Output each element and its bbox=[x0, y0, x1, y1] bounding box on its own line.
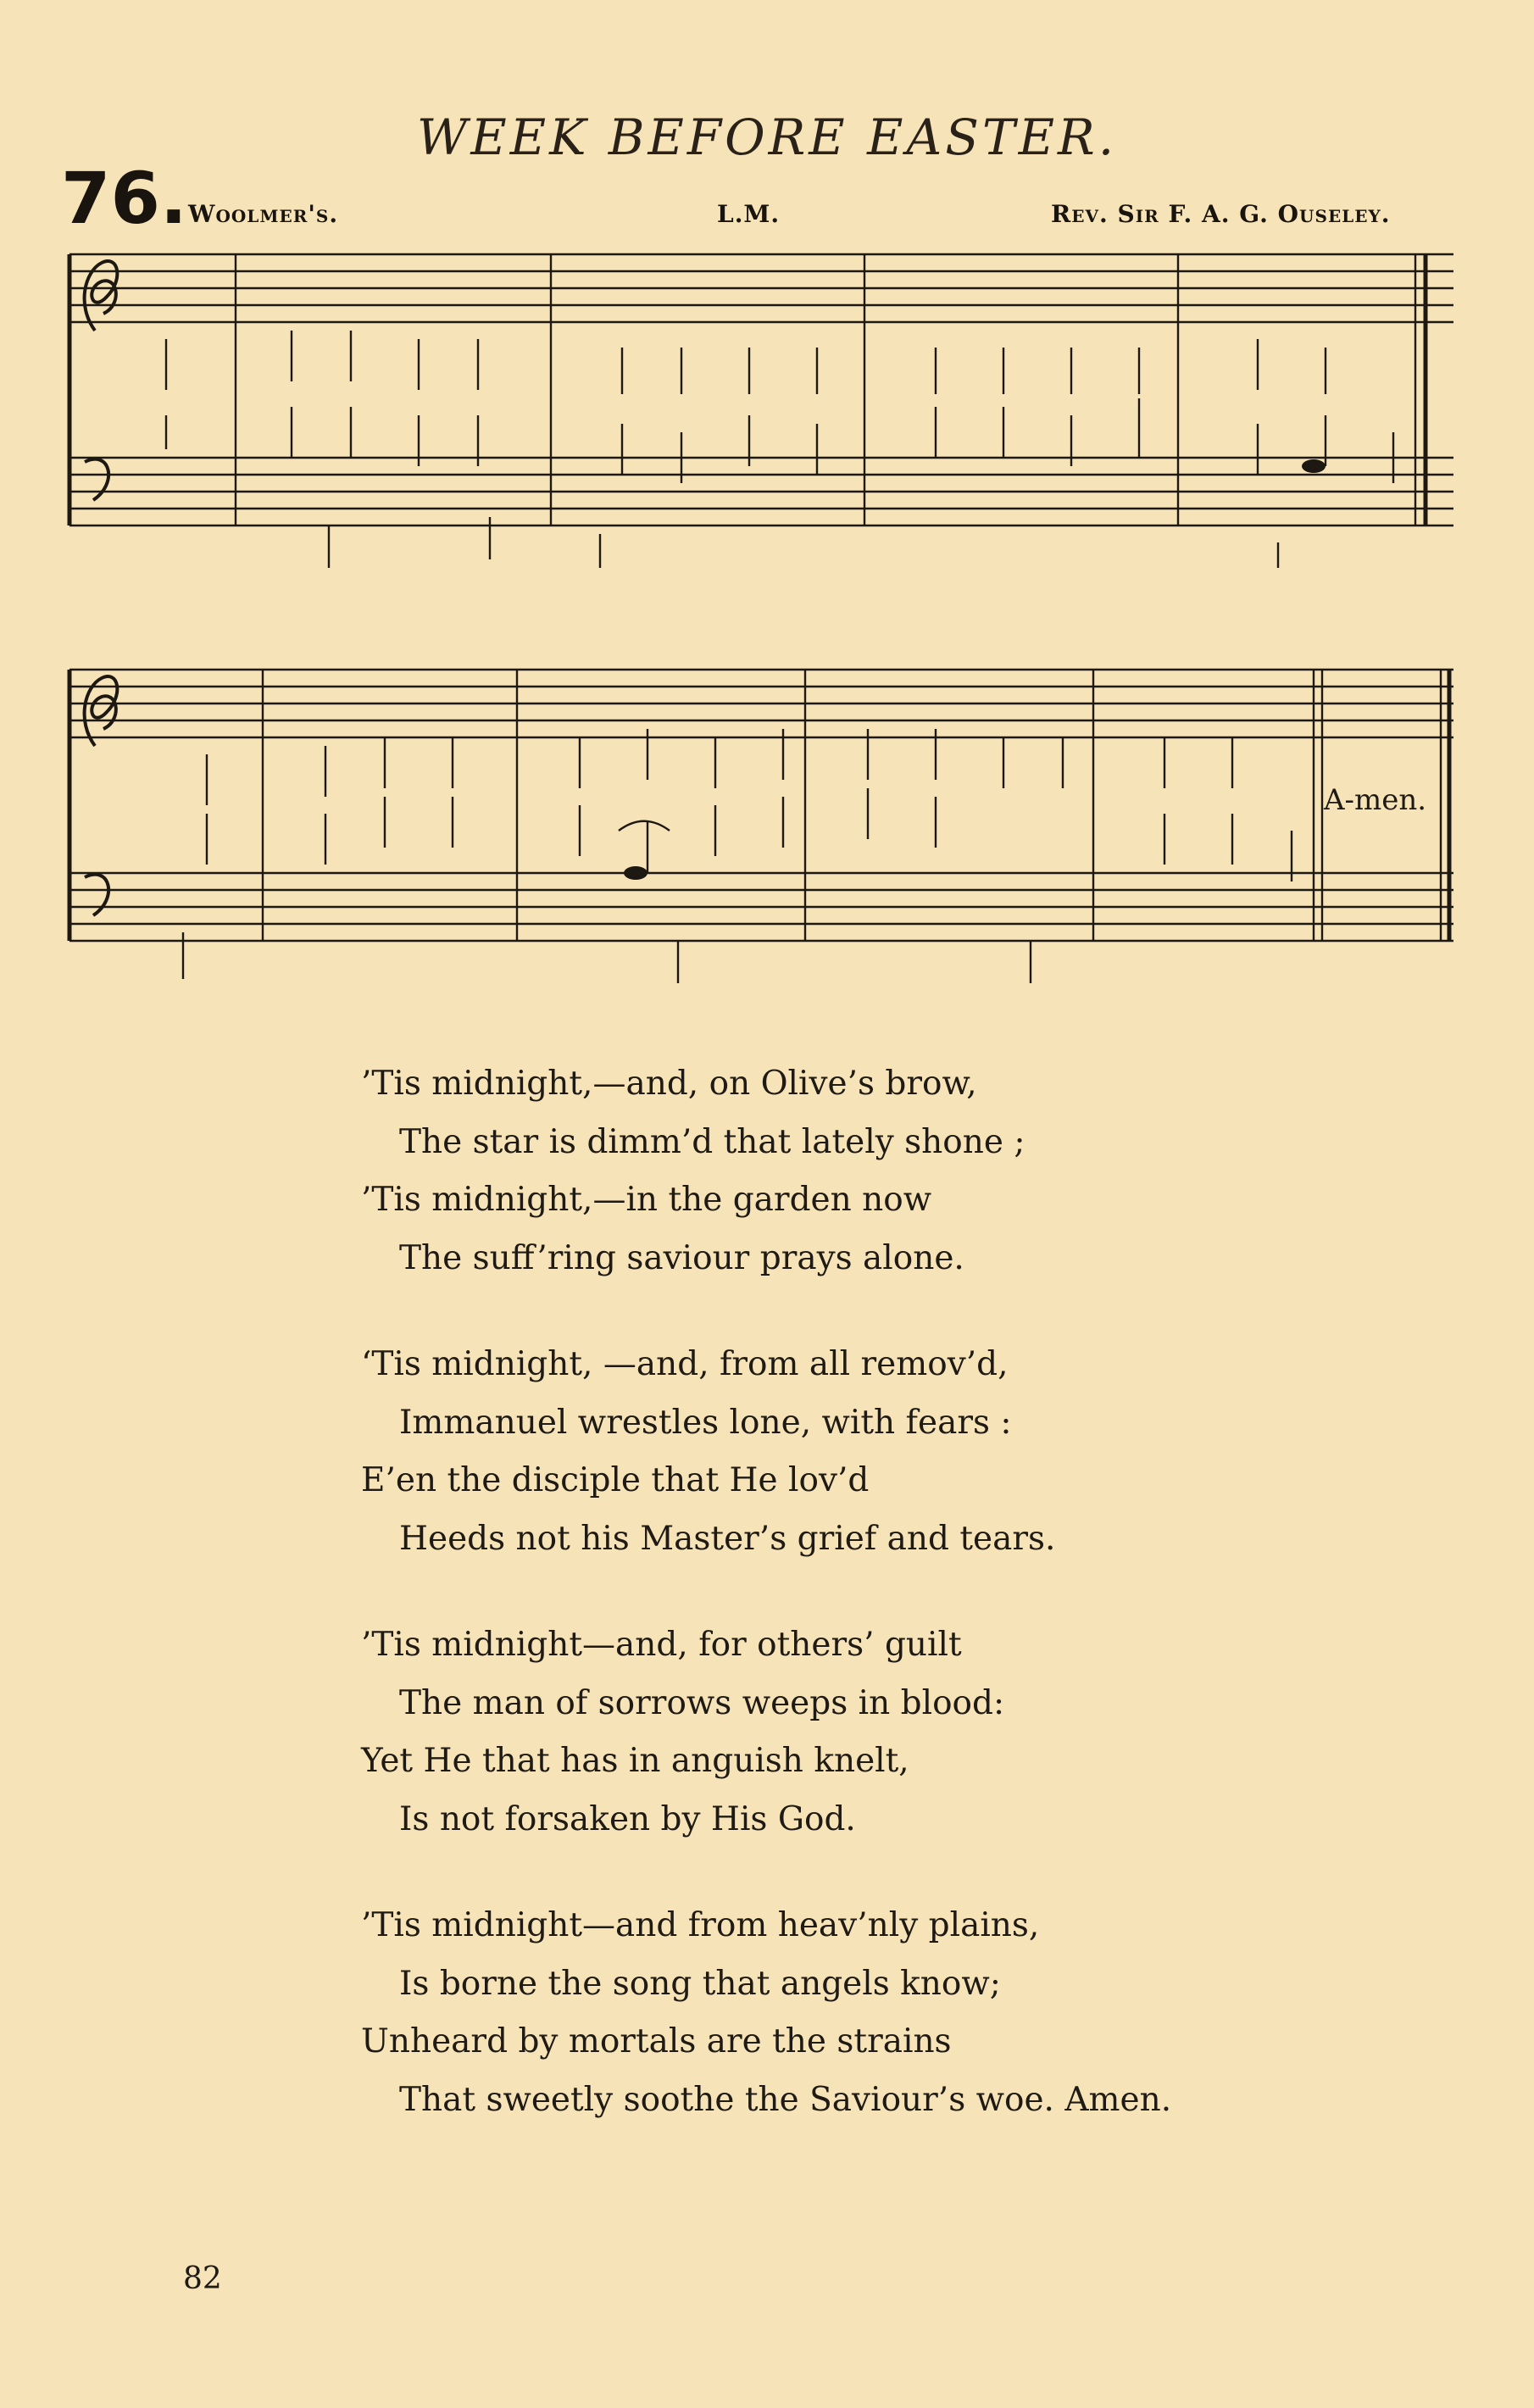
hymn-number: 76. bbox=[61, 157, 187, 240]
verse-line: The man of sorrows weeps in blood: bbox=[399, 1683, 1005, 1722]
verse-line: E’en the disciple that He lov’d bbox=[361, 1461, 870, 1499]
verses bbox=[361, 1055, 1171, 2177]
verse-line: That sweetly soothe the Saviour’s woe. Amen. bbox=[399, 2080, 1172, 2119]
verse-line: ’Tis midnight—and from heav’nly plains, bbox=[361, 1906, 1040, 1944]
verse-line: The star is dimm’d that lately shone ; bbox=[399, 1122, 1025, 1161]
stanza-4 bbox=[361, 1897, 1171, 2129]
verse-line: ’Tis midnight—and, for others’ guilt bbox=[361, 1626, 962, 1664]
verse-line: The suff’ring saviour prays alone. bbox=[399, 1238, 964, 1277]
verse-line: Yet He that has in anguish knelt, bbox=[361, 1742, 909, 1780]
tune-name: Woolmer's. bbox=[188, 200, 339, 228]
stanza-2 bbox=[361, 1336, 1171, 1568]
music-system-1 bbox=[59, 246, 1458, 568]
verse-line: Heeds not his Master’s grief and tears. bbox=[399, 1519, 1056, 1558]
verse-line: ’Tis midnight,—and, on Olive’s brow, bbox=[361, 1065, 977, 1103]
verse-line: ’Tis midnight,—in the garden now bbox=[361, 1181, 932, 1219]
verse-line: Is borne the song that angels know; bbox=[399, 1964, 1001, 2003]
music-system-2 bbox=[59, 636, 1458, 992]
verse-line: ‘Tis midnight, —and, from all remov’d, bbox=[361, 1345, 1009, 1383]
amen-label: A-men. bbox=[1324, 783, 1427, 817]
composer-credit: Rev. Sir F. A. G. Ouseley. bbox=[1051, 200, 1391, 228]
verse-line: Is not forsaken by His God. bbox=[399, 1799, 856, 1838]
verse-line: Immanuel wrestles lone, with fears : bbox=[399, 1403, 1012, 1442]
stanza-3 bbox=[361, 1616, 1171, 1849]
page-number: 82 bbox=[183, 2261, 222, 2296]
verse-line: Unheard by mortals are the strains bbox=[361, 2022, 952, 2060]
stanza-1 bbox=[361, 1055, 1171, 1287]
running-head: WEEK BEFORE EASTER. bbox=[416, 108, 1118, 166]
metre-label: L.M. bbox=[717, 200, 781, 228]
